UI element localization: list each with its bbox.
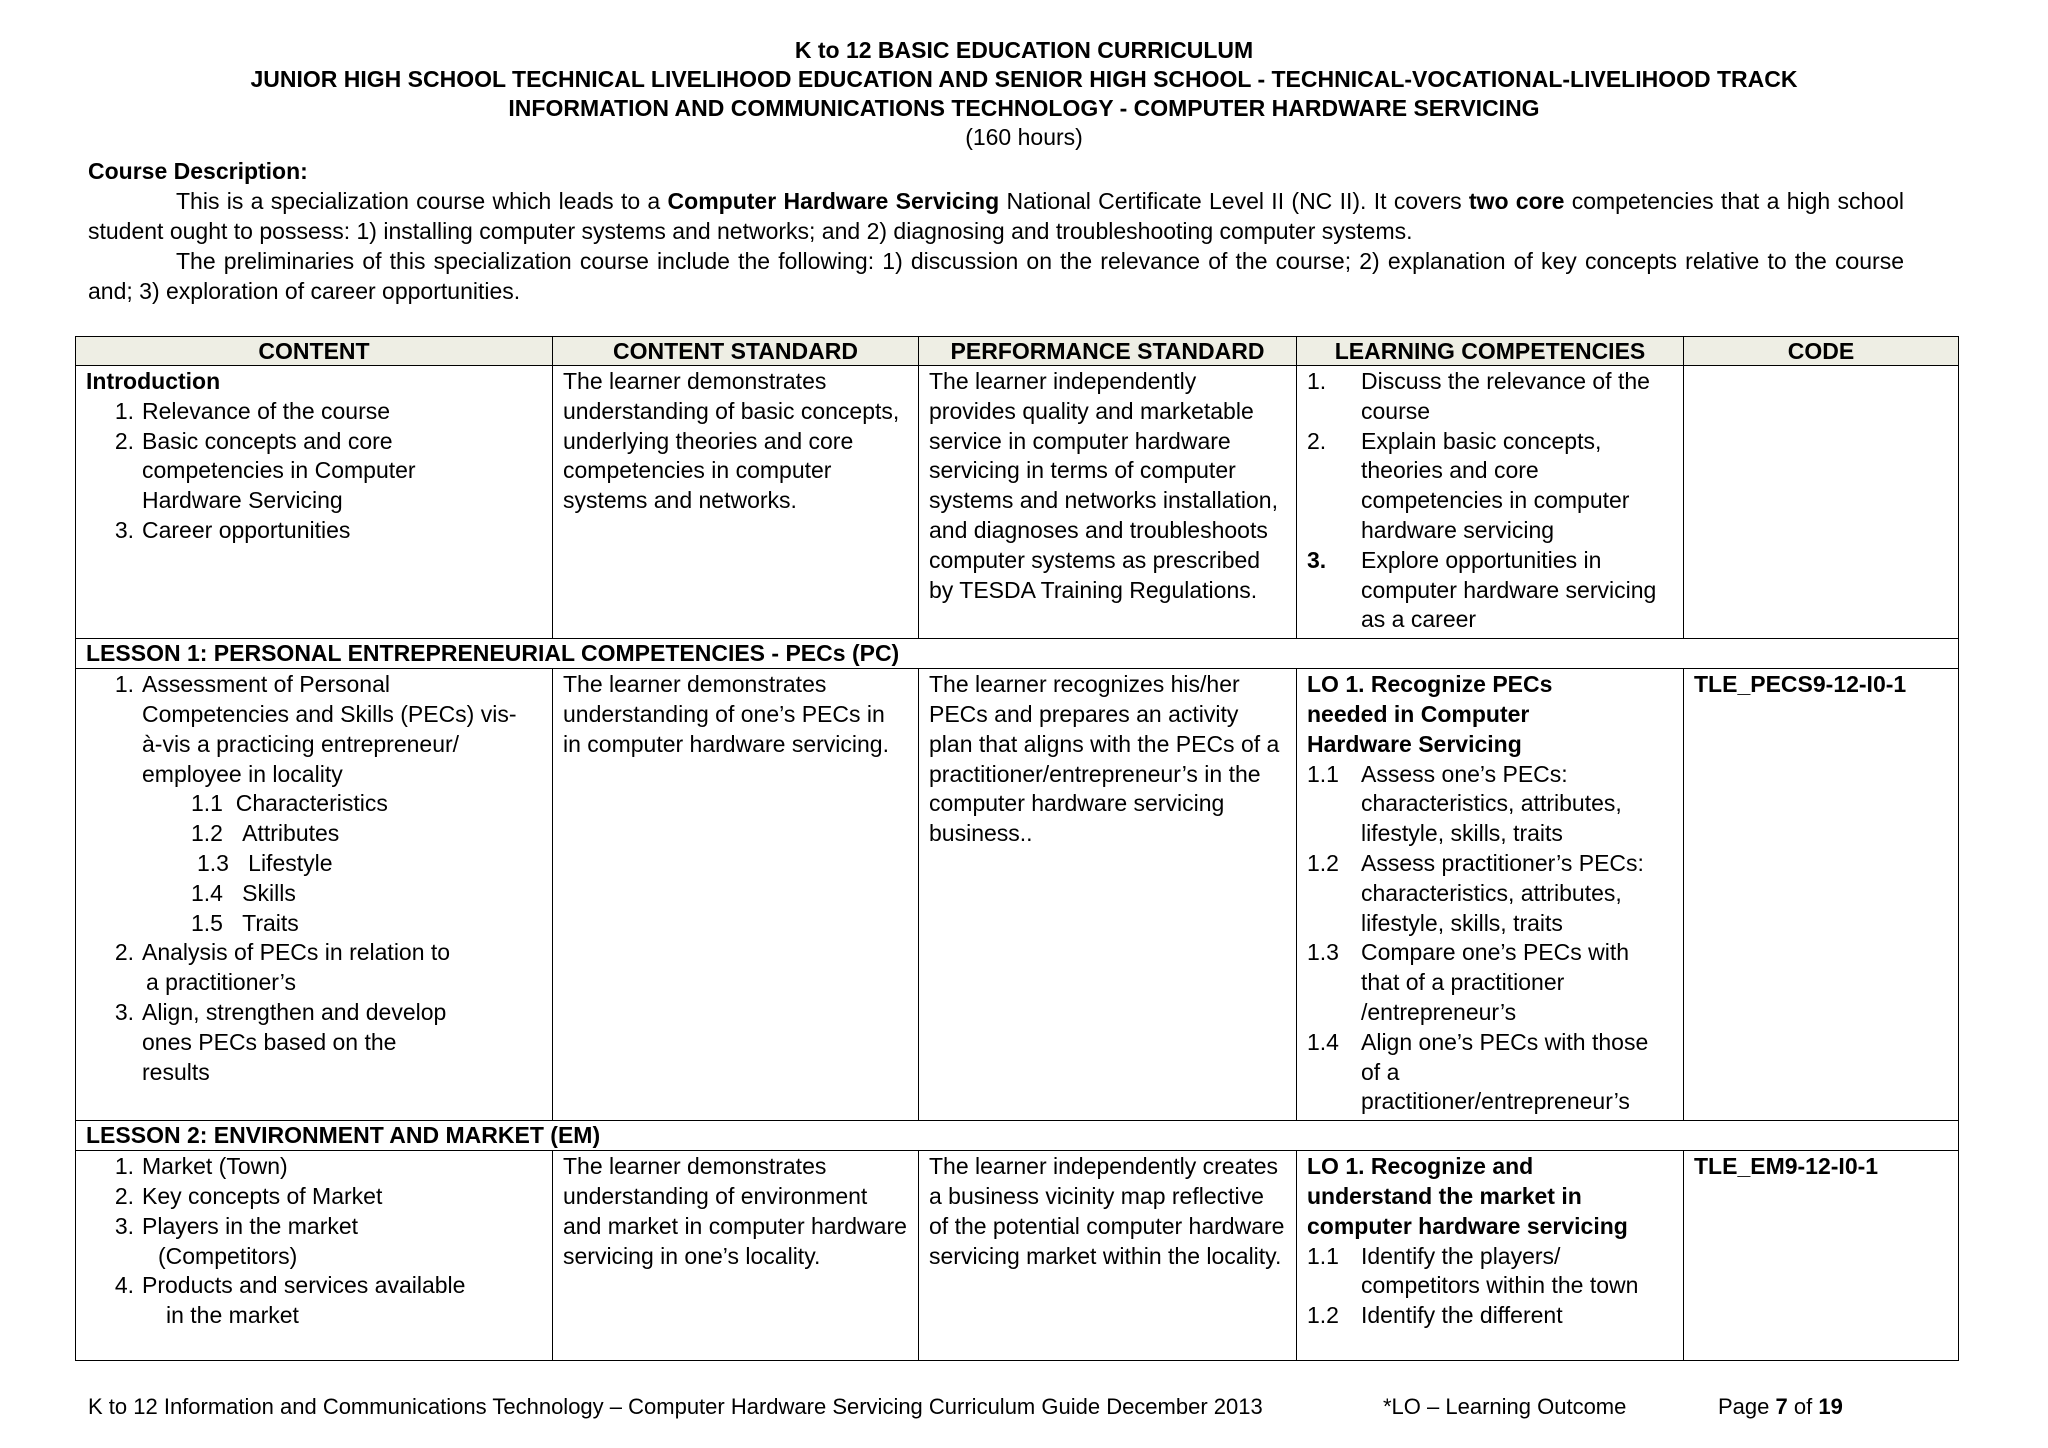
header-hours: (160 hours) (965, 124, 1083, 150)
intro-learning-competencies (1297, 366, 1684, 639)
item-number: 1.4 (191, 879, 223, 906)
sub-list-item (86, 849, 542, 879)
learning-outcome-title: LO 1. Recognize PECs needed in Computer Hardware Servicing (1307, 671, 1553, 757)
desc-text: This is a specialization course which leads to a (176, 188, 668, 214)
lesson-1-learning-competencies (1297, 669, 1684, 1121)
lesson-1-content-standard: The learner demonstrates understanding of one’s PECs in in computer hardware servicing. (553, 669, 919, 1121)
header-course-title: INFORMATION AND COMMUNICATIONS TECHNOLOGY - COMPUTER HARDWARE SERVICING (508, 95, 1540, 121)
intro-performance-standard: The learner independently provides quality and marketable service in computer hardware servicing in terms of computer systems and networks installation, and diagnoses and troubleshoots computer systems as prescribed by TESDA Training Regulations. (919, 366, 1297, 639)
page-label: Page (1718, 1394, 1770, 1419)
column-header-learning-competencies: LEARNING COMPETENCIES (1297, 337, 1684, 366)
item-number: 2. (1307, 427, 1327, 454)
course-description-label: Course Description: (88, 158, 308, 184)
list-item (1307, 849, 1673, 938)
item-text: Skills (242, 879, 296, 906)
column-header-performance-standard: PERFORMANCE STANDARD (919, 337, 1297, 366)
item-text: Identify the different (1361, 1302, 1563, 1329)
intro-content-cell (76, 366, 553, 639)
lesson-2-learning-competencies (1297, 1151, 1684, 1361)
lesson-1-code: TLE_PECS9-12-I0-1 (1684, 669, 1959, 1121)
list-item (1307, 1028, 1673, 1117)
item-text: Products and services available (142, 1272, 466, 1299)
item-text: Characteristics (235, 790, 388, 817)
item-text: Assess practitioner’s PECs: characteristics, attributes, lifestyle, skills, traits (1361, 849, 1644, 936)
item-number: 1.4 (1307, 1028, 1339, 1055)
desc-text: competencies that a high school student ought to possess: 1) installing computer systems and networks; and 2) diagnosing and troubleshooting computer systems. (88, 188, 1904, 244)
item-number: 2. (114, 427, 134, 454)
lesson-2-content (76, 1151, 553, 1361)
lesson-2-content-standard: The learner demonstrates understanding of environment and market in computer hardware servicing in one’s locality. (553, 1151, 919, 1361)
item-number: 3. (1307, 546, 1327, 573)
item-text: Players in the market (142, 1212, 359, 1239)
list-item (86, 1152, 542, 1182)
item-text: Align one’s PECs with those of a practitioner/entrepreneur’s (1361, 1028, 1649, 1115)
item-number: 1.2 (1307, 849, 1339, 876)
item-text: Traits (242, 909, 299, 936)
item-number: 1.1 (1307, 760, 1339, 787)
document-header (0, 36, 2048, 152)
curriculum-table (75, 336, 1959, 1361)
item-text: Explain basic concepts, theories and core competencies in computer hardware servicing (1361, 427, 1630, 543)
item-number: 1. (1307, 368, 1327, 394)
page-current: 7 (1775, 1394, 1788, 1419)
item-text: Analysis of PECs in relation to (142, 939, 451, 966)
lesson-1-title-row (76, 639, 1959, 669)
item-text: Career opportunities (142, 516, 351, 543)
table-row-lesson-1 (76, 669, 1959, 1121)
item-text: Lifestyle (248, 849, 333, 876)
column-header-content: CONTENT (76, 337, 553, 366)
desc-text: National Certificate Level II (NC II). It covers (999, 188, 1469, 214)
list-item (86, 1271, 542, 1301)
list-item (86, 670, 542, 789)
lesson-2-title-row (76, 1121, 1959, 1151)
desc-emphasis: two core (1468, 188, 1565, 214)
list-item (86, 427, 542, 516)
lesson-2-performance-standard: The learner independently creates a business vicinity map reflective of the potential computer hardware servicing market within the locality. (919, 1151, 1297, 1361)
column-header-content-standard: CONTENT STANDARD (553, 337, 919, 366)
item-text: Key concepts of Market (142, 1182, 383, 1209)
lesson-1-title: LESSON 1: PERSONAL ENTREPRENEURIAL COMPETENCIES - PECs (PC) (76, 639, 1959, 669)
list-item (1307, 760, 1673, 849)
learning-outcome-title: LO 1. Recognize and understand the market in computer hardware servicing (1307, 1153, 1628, 1239)
item-number: 1. (114, 671, 134, 698)
lesson-2-title: LESSON 2: ENVIRONMENT AND MARKET (EM) (76, 1121, 1959, 1151)
lesson-1-content (76, 669, 553, 1121)
item-number: 1. (114, 1153, 134, 1180)
item-number: 1.2 (191, 820, 223, 847)
list-item (1307, 427, 1673, 546)
header-title: K to 12 BASIC EDUCATION CURRICULUM (794, 37, 1254, 63)
course-description-paragraph-1 (88, 186, 1904, 246)
list-item (86, 998, 542, 1087)
list-item (86, 1212, 542, 1242)
item-number: 4. (114, 1272, 134, 1299)
item-text: Assessment of Personal Competencies and Skills (PECs) vis-à-vis a practicing entrepreneur/ employee in locality (142, 671, 517, 787)
course-description (88, 156, 1904, 306)
item-text: Discuss the relevance of the course (1361, 368, 1650, 424)
page-total: 19 (1818, 1394, 1843, 1419)
item-number: 3. (114, 516, 134, 543)
lesson-1-performance-standard: The learner recognizes his/her PECs and prepares an activity plan that aligns with the PECs of a practitioner/entrepreneur’s in the computer hardware servicing business.. (919, 669, 1297, 1121)
table-header-row (76, 337, 1959, 366)
table-row-lesson-2 (76, 1151, 1959, 1361)
list-item (86, 516, 542, 546)
list-item (86, 1182, 542, 1212)
table-row-introduction (76, 366, 1959, 639)
item-text: Market (Town) (142, 1153, 288, 1180)
item-number: 2. (114, 939, 134, 966)
column-header-code: CODE (1684, 337, 1959, 366)
list-item (1307, 1301, 1673, 1331)
list-item (1307, 546, 1673, 635)
intro-content-standard: The learner demonstrates understanding of basic concepts, underlying theories and core competencies in computer systems and networks. (553, 366, 919, 639)
footer-page-number (1718, 1394, 1843, 1420)
item-number: 1.1 (191, 790, 223, 817)
header-subtitle: JUNIOR HIGH SCHOOL TECHNICAL LIVELIHOOD EDUCATION AND SENIOR HIGH SCHOOL - TECHNICAL-VOCATIONAL-LIVELIHOOD TRACK (250, 66, 1798, 92)
item-number: 2. (114, 1182, 134, 1209)
item-text: Relevance of the course (142, 397, 391, 424)
intro-code (1684, 366, 1959, 639)
item-text: Explore opportunities in computer hardware servicing as a career (1361, 546, 1657, 633)
list-item-continuation: a practitioner’s (146, 969, 297, 996)
item-number: 1.5 (191, 909, 223, 936)
item-number: 1.2 (1307, 1302, 1339, 1329)
item-text: Assess one’s PECs: characteristics, attributes, lifestyle, skills, traits (1361, 760, 1622, 847)
sub-list-item (86, 789, 542, 819)
list-item (1307, 1242, 1673, 1302)
lesson-2-code: TLE_EM9-12-I0-1 (1684, 1151, 1959, 1361)
list-item-continuation: in the market (166, 1302, 299, 1329)
item-number: 3. (114, 1212, 134, 1239)
list-item (1307, 367, 1673, 427)
item-text: Basic concepts and core competencies in Computer Hardware Servicing (142, 427, 416, 514)
item-number: 1. (114, 397, 134, 424)
desc-course-name: Computer Hardware Servicing (667, 188, 1000, 214)
sub-list-item (86, 909, 542, 939)
intro-title: Introduction (86, 368, 221, 394)
item-text: Align, strengthen and develop ones PECs based on the results (142, 998, 447, 1085)
item-number: 1.1 (1307, 1242, 1339, 1269)
course-description-paragraph-2: The preliminaries of this specialization course include the following: 1) discussion on the relevance of the course; 2) explanation of key concepts relative to the course and; 3) exploration of career opportunities. (88, 248, 1904, 304)
item-number: 1.3 (1307, 939, 1339, 966)
item-number: 1.3 (197, 849, 229, 876)
sub-list-item (86, 819, 542, 849)
footer-guide-title: K to 12 Information and Communications Technology – Computer Hardware Servicing Curriculum Guide December 2013 (88, 1394, 1263, 1419)
item-text: Compare one’s PECs with that of a practitioner /entrepreneur’s (1361, 939, 1630, 1025)
list-item (1307, 938, 1673, 1027)
sub-list-item (86, 879, 542, 909)
footer-lo-note: *LO – Learning Outcome (1383, 1394, 1627, 1419)
item-text: Attributes (242, 820, 340, 847)
list-item (86, 938, 542, 968)
list-item (86, 397, 542, 427)
item-number: 3. (114, 998, 134, 1025)
list-item-continuation: (Competitors) (158, 1242, 298, 1269)
page-of-label: of (1793, 1394, 1813, 1419)
item-text: Identify the players/ competitors within the town (1361, 1242, 1639, 1299)
